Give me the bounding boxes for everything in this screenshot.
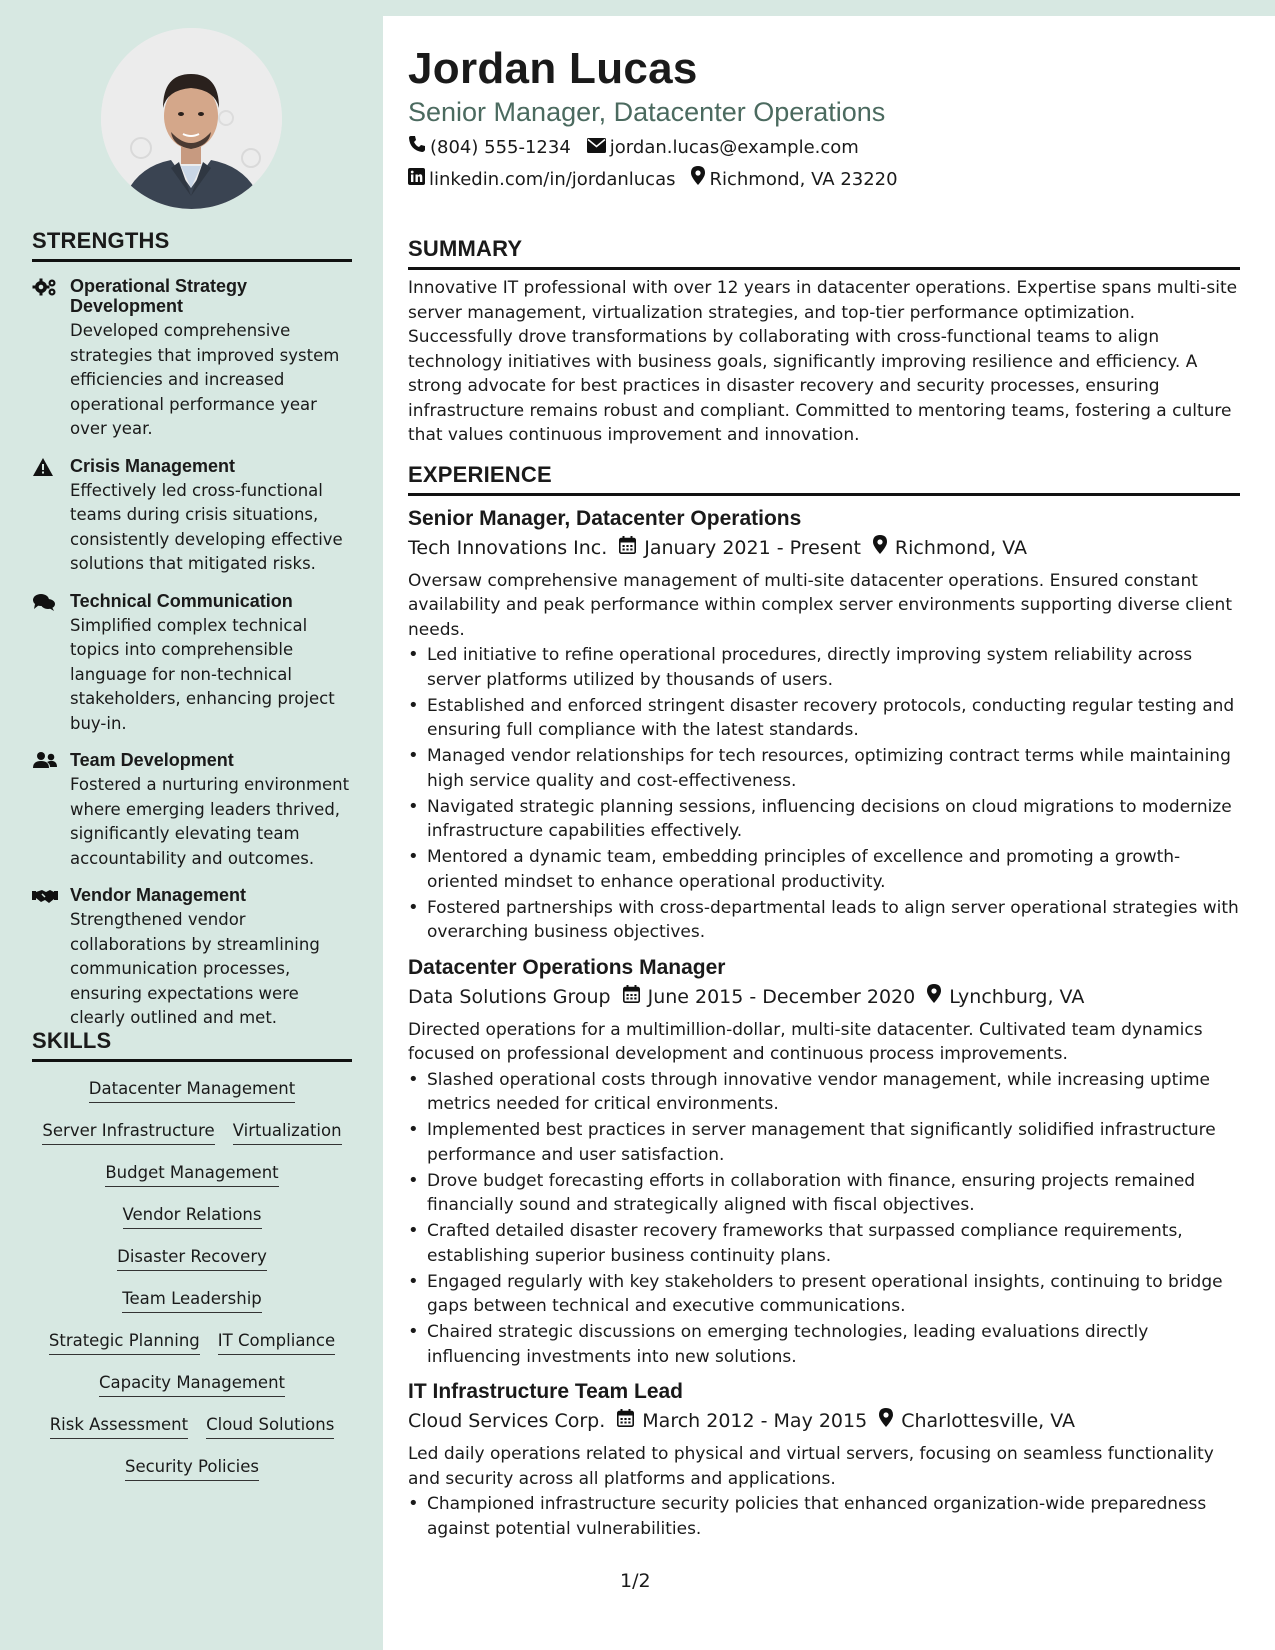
strengths-section	[32, 228, 352, 1031]
phone-number[interactable]: (804) 555-1234	[430, 137, 571, 158]
bullet-item: • Established and enforced stringent disaster recovery protocols, conducting regular testing and ensuring full compliance with the latest standards.	[408, 694, 1240, 743]
candidate-title: Senior Manager, Datacenter Operations	[408, 97, 886, 127]
job-meta	[408, 982, 1240, 1012]
job-location: Charlottesville, VA	[901, 1410, 1075, 1432]
company-name: Data Solutions Group	[408, 985, 611, 1008]
bullet-item: • Fostered partnerships with cross-departmental leads to align server operational strategies with overarching business objectives.	[408, 896, 1240, 945]
location-pin-icon	[927, 982, 941, 1012]
summary-heading: SUMMARY	[408, 236, 1240, 270]
company-name: Cloud Services Corp.	[408, 1410, 606, 1432]
job-bullets	[408, 1492, 1240, 1541]
location-pin-icon	[873, 533, 887, 563]
strength-title: Crisis Management	[70, 455, 236, 476]
strength-item	[32, 750, 352, 871]
strength-title: Operational Strategy Development	[70, 276, 248, 316]
strength-item	[32, 591, 352, 737]
job-entry	[408, 954, 1240, 1370]
job-description: Led daily operations related to physical and virtual servers, focusing on seamless functionality and security across all platforms and applications.	[408, 1444, 1214, 1489]
job-dates: June 2015 - December 2020	[647, 985, 916, 1008]
calendar-icon	[617, 1406, 634, 1436]
bullet-item: • Drove budget forecasting efforts in collaboration with finance, ensuring projects remained financially sound and strategically aligned with fiscal objectives.	[408, 1169, 1240, 1218]
location-text: Richmond, VA 23220	[709, 169, 898, 190]
job-meta	[408, 1406, 1240, 1436]
company-name: Tech Innovations Inc.	[408, 536, 608, 559]
profile-photo	[101, 28, 282, 209]
linkedin-icon	[408, 164, 425, 196]
gears-icon	[32, 276, 70, 442]
summary-text: Innovative IT professional with over 12 years in datacenter operations. Expertise spans multi-site server management, virtualization strategies, and top-tier performance optimization. Successfully drove transformations by collaborating with cross-functional teams to align technology initiatives with business goals, significantly improving resilience and efficiency. A strong advocate for best practices in disaster recovery and security processes, ensuring infrastructure remains robust and compliant. Committed to mentoring teams, fostering a culture that values continuous improvement and innovation.	[408, 278, 1238, 445]
skill-tag: Vendor Relations	[123, 1203, 262, 1229]
strength-title: Team Development	[70, 750, 234, 770]
skill-tag: Strategic Planning	[49, 1329, 200, 1355]
experience-heading: EXPERIENCE	[408, 462, 1240, 496]
job-entry	[408, 505, 1240, 945]
contact-row	[408, 164, 1240, 196]
top-accent-strip	[383, 0, 1275, 16]
location-pin-icon	[879, 1406, 893, 1436]
skill-tag: Disaster Recovery	[117, 1245, 267, 1271]
job-description: Oversaw comprehensive management of multi-site datacenter operations. Ensured constant availability and peak performance within complex server environments supporting diverse client needs.	[408, 570, 1232, 640]
job-title: Senior Manager, Datacenter Operations	[408, 506, 802, 530]
job-entry	[408, 1378, 1240, 1541]
job-description: Directed operations for a multimillion-dollar, multi-site datacenter. Cultivated team dynamics focused on professional development and continuous process improvements.	[408, 1019, 1203, 1064]
skill-tag: IT Compliance	[218, 1329, 335, 1355]
skill-tag: Cloud Solutions	[206, 1413, 334, 1439]
job-dates: January 2021 - Present	[644, 536, 861, 559]
bullet-item: • Led initiative to refine operational procedures, directly improving system reliability across server platforms utilized by thousands of users.	[408, 643, 1240, 692]
bullet-item: • Implemented best practices in server management that significantly solidified infrastructure performance and user satisfaction.	[408, 1118, 1240, 1167]
warning-icon	[32, 456, 70, 577]
strengths-heading: STRENGTHS	[32, 228, 352, 262]
bullet-item: • Mentored a dynamic team, embedding principles of excellence and promoting a growth-oriented mindset to enhance operational productivity.	[408, 845, 1240, 894]
contact-row	[408, 132, 1240, 164]
candidate-name: Jordan Lucas	[408, 44, 698, 93]
page-number: 1/2	[620, 1570, 651, 1592]
skill-tag: Security Policies	[125, 1455, 259, 1481]
job-bullets	[408, 643, 1240, 945]
job-title: IT Infrastructure Team Lead	[408, 1380, 684, 1403]
skill-tag: Datacenter Management	[89, 1077, 295, 1103]
strength-description: Simplified complex technical topics into comprehensible language for non-technical stakeholders, enhancing project buy-in.	[70, 615, 335, 733]
phone-icon	[408, 132, 426, 164]
strength-item	[32, 456, 352, 577]
job-meta	[408, 533, 1240, 563]
main-column	[408, 16, 1240, 1543]
bullet-item: • Navigated strategic planning sessions, influencing decisions on cloud migrations to modernize infrastructure capabilities effectively.	[408, 795, 1240, 844]
bullet-item: • Chaired strategic discussions on emerging technologies, leading evaluations directly influencing investments into new solutions.	[408, 1320, 1240, 1369]
strength-title: Vendor Management	[70, 885, 247, 905]
job-location: Lynchburg, VA	[949, 985, 1085, 1008]
strength-title: Technical Communication	[70, 590, 293, 611]
email-link[interactable]: jordan.lucas@example.com	[609, 137, 859, 158]
strength-description: Developed comprehensive strategies that improved system efficiencies and increased operational performance year over year.	[70, 321, 340, 438]
skills-section	[32, 1028, 352, 1490]
bullet-item: • Championed infrastructure security policies that enhanced organization-wide preparedness against potential vulnerabilities.	[408, 1492, 1240, 1541]
strength-description: Strengthened vendor collaborations by streamlining communication processes, ensuring expectations were clearly outlined and met.	[70, 910, 320, 1027]
job-location: Richmond, VA	[894, 536, 1027, 559]
job-dates: March 2012 - May 2015	[642, 1410, 868, 1432]
job-title: Datacenter Operations Manager	[408, 955, 726, 979]
email-icon	[587, 132, 606, 164]
bullet-item: • Crafted detailed disaster recovery frameworks that surpassed compliance requirements, establishing superior business continuity plans.	[408, 1219, 1240, 1268]
location-pin-icon	[691, 164, 705, 196]
users-icon	[32, 750, 70, 871]
skill-tag: Server Infrastructure	[42, 1119, 214, 1145]
bullet-item: • Managed vendor relationships for tech resources, optimizing contract terms while maintaining high service quality and cost-effectiveness.	[408, 744, 1240, 793]
skills-heading: SKILLS	[32, 1028, 352, 1062]
calendar-icon	[619, 533, 636, 563]
skill-tag: Team Leadership	[122, 1287, 262, 1313]
handshake-icon	[32, 885, 70, 1031]
skill-tag: Virtualization	[233, 1119, 342, 1145]
job-bullets	[408, 1068, 1240, 1370]
skills-list	[32, 1070, 352, 1490]
strength-item	[32, 276, 352, 442]
skill-tag: Capacity Management	[99, 1371, 285, 1397]
strength-description: Fostered a nurturing environment where emerging leaders thrived, significantly elevating team accountability and outcomes.	[70, 775, 350, 868]
calendar-icon	[623, 982, 640, 1012]
linkedin-link[interactable]: linkedin.com/in/jordanlucas	[429, 169, 676, 190]
bullet-item: • Slashed operational costs through innovative vendor management, while increasing uptime metrics needed for critical environments.	[408, 1068, 1240, 1117]
strength-item	[32, 885, 352, 1031]
skill-tag: Budget Management	[105, 1161, 278, 1187]
strength-description: Effectively led cross-functional teams during crisis situations, consistently developing effective solutions that mitigated risks.	[70, 480, 343, 573]
bullet-item: • Engaged regularly with key stakeholders to present operational insights, continuing to bridge gaps between technical and executive communications.	[408, 1270, 1240, 1319]
comments-icon	[32, 591, 70, 737]
skill-tag: Risk Assessment	[50, 1413, 188, 1439]
